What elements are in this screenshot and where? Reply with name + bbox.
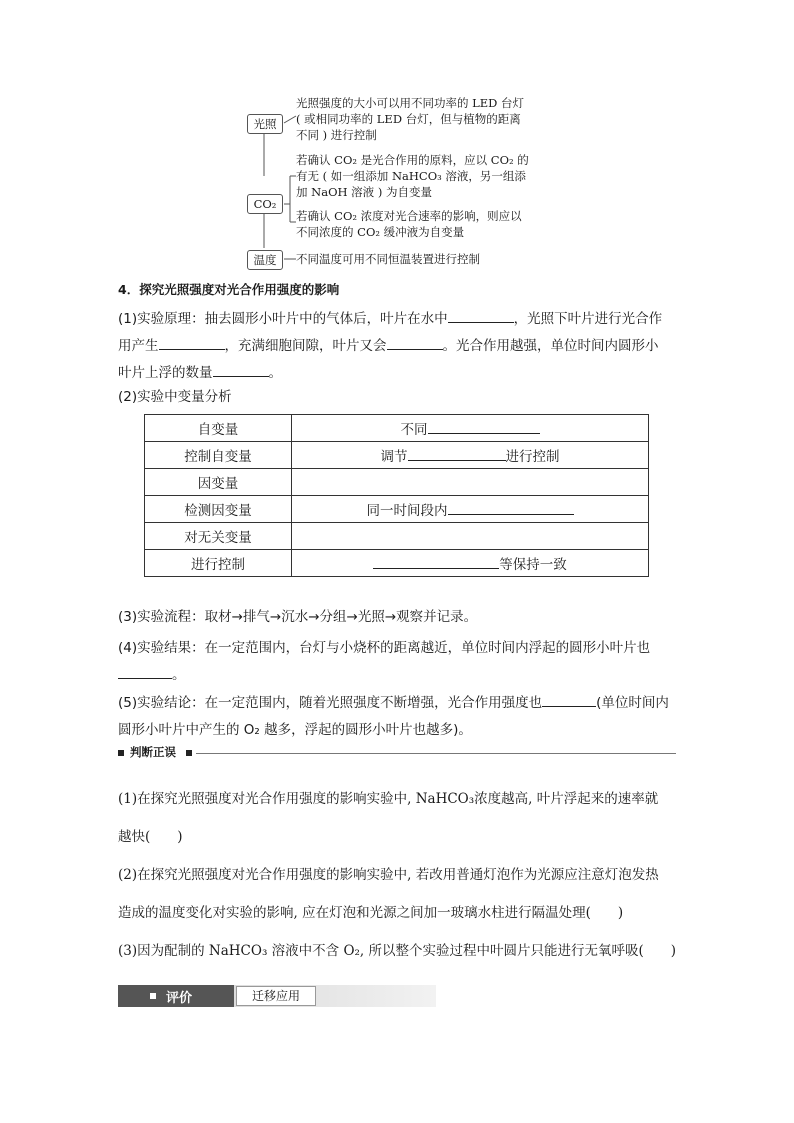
experiment-principle	[118, 306, 683, 387]
table-row	[145, 523, 649, 550]
conclusion-line: 圆形小叶片中产生的 O₂ 越多，浮起的圆形小叶片也越多)。	[118, 722, 472, 738]
light-text-line: 光照强度的大小可以用不同功率的 LED 台灯	[296, 96, 525, 110]
blank-8[interactable]	[373, 554, 499, 569]
result-text	[118, 635, 683, 689]
tag-sub-label: 迁移应用	[236, 986, 316, 1006]
co2-text-line: 若确认 CO₂ 是光合作用的原料，应以 CO₂ 的	[296, 153, 529, 167]
table-value-cell	[292, 469, 649, 496]
table-row	[145, 550, 649, 577]
table-label-cell: 对无关变量	[145, 523, 292, 550]
question-line: 越快( )	[118, 829, 183, 845]
blank-7[interactable]	[448, 500, 574, 515]
table-label-cell: 检测因变量	[145, 496, 292, 523]
result-line: 。	[172, 667, 186, 683]
blank-6[interactable]	[408, 446, 506, 461]
tag-main-label: 评价	[166, 991, 193, 1006]
blank-10[interactable]	[542, 692, 596, 707]
blank-1[interactable]	[448, 308, 514, 323]
temp-box: 温度	[247, 250, 283, 270]
principle-text: 。	[268, 365, 282, 381]
table-value-cell	[292, 442, 649, 469]
divider-line	[196, 753, 676, 754]
principle-text: ，光照下叶片进行光合作	[513, 311, 663, 327]
principle-text: ，充满细胞间隙，叶片又会	[224, 338, 387, 354]
light-description	[296, 95, 566, 143]
cell-text: 等保持一致	[499, 557, 567, 573]
light-text-line: 不同 ) 进行控制	[296, 128, 377, 142]
table-row	[145, 442, 649, 469]
blank-4[interactable]	[213, 362, 269, 377]
table-row	[145, 415, 649, 442]
blank-5[interactable]	[428, 419, 540, 434]
co2-text-line: 不同浓度的 CO₂ 缓冲液为自变量	[296, 225, 465, 239]
co2-text-line: 加 NaOH 溶液 ) 为自变量	[296, 185, 432, 199]
co2-text-line: 若确认 CO₂ 浓度对光合速率的影响，则应以	[296, 209, 522, 223]
bullet-icon	[186, 750, 192, 756]
principle-text: 。光合作用越强，单位时间内圆形小	[442, 338, 659, 354]
table-row	[145, 496, 649, 523]
judge-questions	[118, 780, 688, 970]
bullet-icon	[150, 993, 156, 999]
co2-description-a	[296, 152, 566, 200]
co2-box: CO₂	[247, 194, 283, 214]
question-line: (1)在探究光照强度对光合作用强度的影响实验中, NaHCO₃浓度越高, 叶片浮起来的速率就	[118, 791, 659, 807]
table-label-cell: 控制自变量	[145, 442, 292, 469]
question-line: 造成的温度变化对实验的影响, 应在灯泡和光源之间加一玻璃水柱进行隔温处理( )	[118, 905, 624, 921]
temp-description: 不同温度可用不同恒温装置进行控制	[296, 252, 480, 266]
table-value-cell	[292, 496, 649, 523]
light-box: 光照	[247, 114, 283, 134]
principle-text: 叶片上浮的数量	[118, 365, 213, 381]
cell-text: 进行控制	[505, 449, 560, 465]
conclusion-text	[118, 690, 683, 744]
blank-2[interactable]	[159, 335, 225, 350]
table-value-cell	[292, 523, 649, 550]
question-line: (2)在探究光照强度对光合作用强度的影响实验中, 若改用普通灯泡作为光源应注意灯泡发热	[118, 867, 659, 883]
conclusion-line: (5)实验结论：在一定范围内，随着光照强度不断增强，光合作用强度也	[118, 695, 543, 711]
table-label-cell: 因变量	[145, 469, 292, 496]
judge-title: 判断正误	[130, 745, 176, 759]
section-heading: 4．探究光照强度对光合作用强度的影响	[118, 282, 340, 297]
variables-table	[144, 414, 649, 577]
table-value-cell	[292, 415, 649, 442]
blank-3[interactable]	[387, 335, 443, 350]
blank-9[interactable]	[118, 664, 172, 679]
co2-description-b	[296, 208, 566, 240]
cell-text: 不同	[400, 422, 428, 438]
cell-text: 同一时间段内	[366, 503, 448, 519]
table-label-cell: 进行控制	[145, 550, 292, 577]
principle-text: (1)实验原理：抽去圆形小叶片中的气体后，叶片在水中	[118, 311, 448, 327]
principle-text: 用产生	[118, 338, 159, 354]
result-line: (4)实验结果：在一定范围内，台灯与小烧杯的距离越近，单位时间内浮起的圆形小叶片也	[118, 640, 651, 656]
cell-text: 调节	[380, 449, 408, 465]
table-label-cell: 自变量	[145, 415, 292, 442]
process-text: (3)实验流程：取材→排气→沉水→分组→光照→观察并记录。	[118, 609, 478, 625]
bullet-icon	[118, 750, 124, 756]
table-row	[145, 469, 649, 496]
conclusion-line: (单位时间内	[596, 695, 669, 711]
question-line: (3)因为配制的 NaHCO₃ 溶液中不含 O₂, 所以整个实验过程中叶圆片只能进行无氧呼吸( )	[118, 943, 677, 959]
variables-title: (2)实验中变量分析	[118, 389, 232, 405]
co2-text-line: 有无 ( 如一组添加 NaHCO₃ 溶液，另一组添	[296, 169, 526, 183]
table-value-cell	[292, 550, 649, 577]
light-text-line: ( 或相同功率的 LED 台灯，但与植物的距离	[296, 112, 521, 126]
